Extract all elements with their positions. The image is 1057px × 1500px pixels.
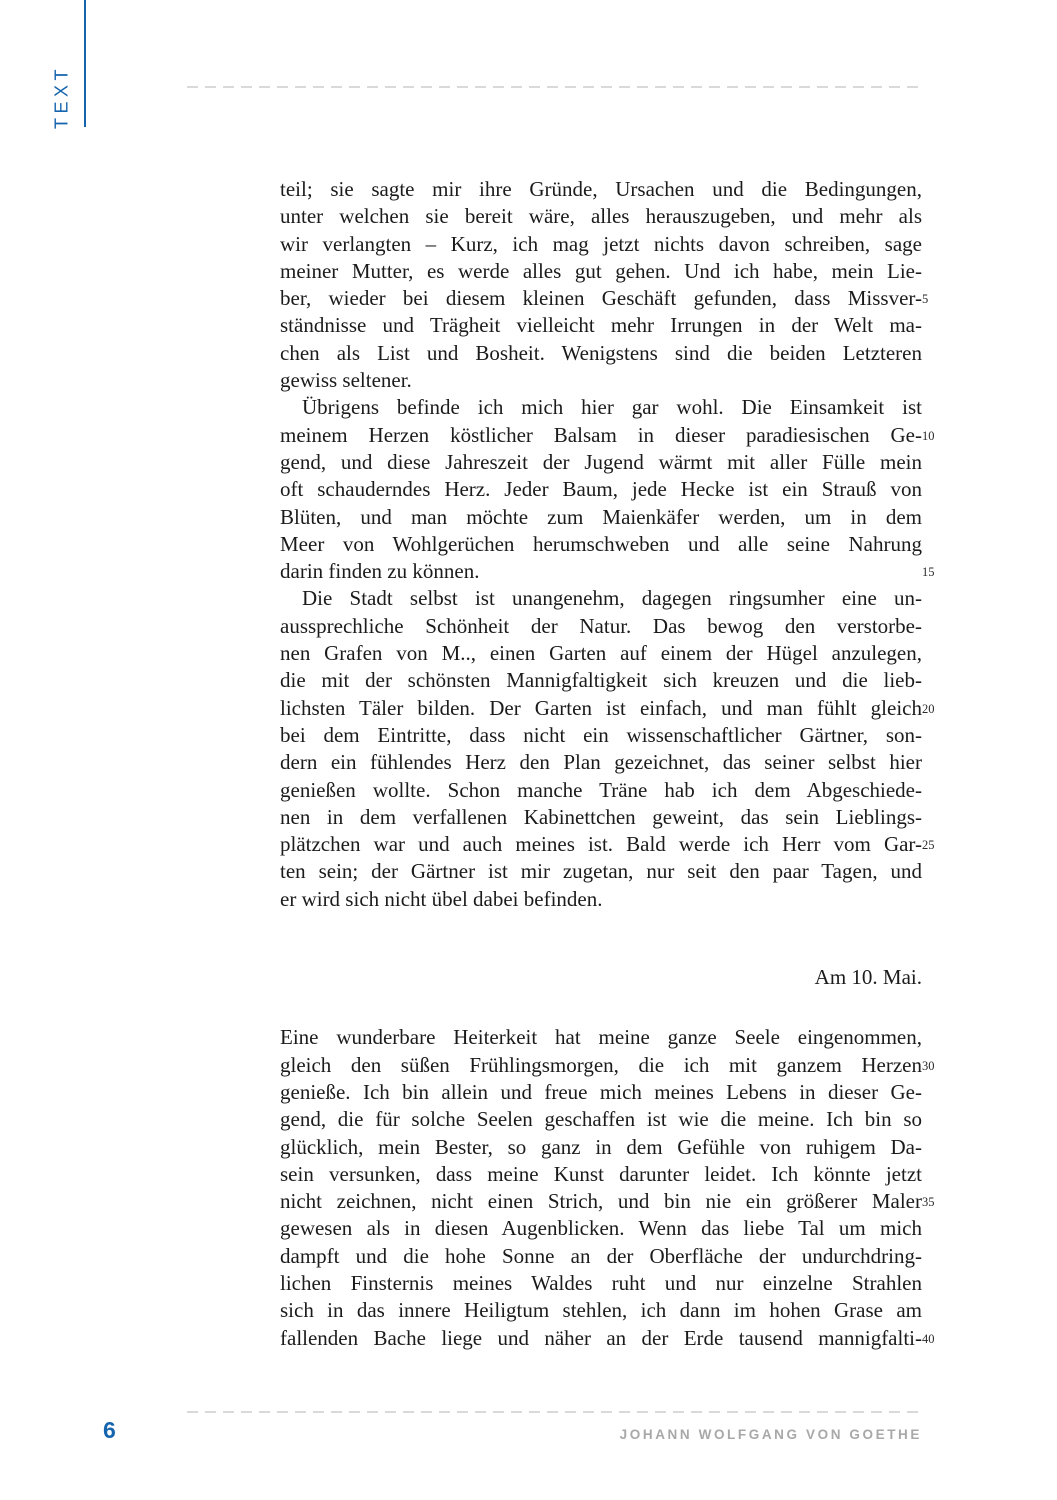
text-line (280, 367, 922, 394)
text-line (280, 667, 922, 694)
text-line-content: er wird sich nicht übel dabei befinden. (280, 886, 603, 911)
text-line-content: teil; sie sagte mir ihre Gründe, Ursachen und die Bedingungen, (280, 177, 922, 201)
text-line-content: dern ein fühlendes Herz den Plan gezeichnet, das seiner selbst hier (280, 750, 922, 775)
top-dashed-divider (187, 86, 923, 88)
text-line (280, 858, 922, 885)
text-line (280, 613, 922, 640)
text-line (280, 1270, 922, 1297)
text-line-content: meinem Herzen köstlicher Balsam in dieser paradiesischen Ge- (280, 422, 922, 447)
text-line-content: gend, die für solche Seelen geschaffen ist wie die meine. Ich bin so (280, 1107, 922, 1132)
text-line (280, 804, 922, 831)
text-line (280, 231, 922, 258)
text-line (280, 1188, 935, 1215)
text-line-content: lichen Finsternis meines Waldes ruht und nur einzelne Strahlen (280, 1270, 922, 1295)
footer-dashed-divider (187, 1411, 923, 1413)
text-line-content: Übrigens befinde ich mich hier gar wohl. Die Einsamkeit ist (302, 395, 922, 420)
text-line (280, 258, 922, 285)
text-line (280, 695, 935, 722)
text-line (280, 886, 922, 913)
text-line (280, 749, 922, 776)
text-line-content: Eine wunderbare Heiterkeit hat meine ganze Seele eingenommen, (280, 1025, 922, 1050)
text-line-content: nen Grafen von M.., einen Garten auf einem der Hügel anzulegen, (280, 641, 922, 666)
text-line (280, 722, 922, 749)
text-line-content: oft schauderndes Herz. Jeder Baum, jede Hecke ist ein Strauß von (280, 477, 922, 502)
text-line-content: genießen wollte. Schon manche Träne hab ich dem Abgeschiede- (280, 777, 922, 802)
text-line-content: nicht zeichnen, nicht einen Strich, und bin nie ein größerer Maler (280, 1189, 922, 1214)
text-line-content: sein versunken, dass meine Kunst darunter leidet. Ich könnte jetzt (280, 1161, 922, 1186)
side-label: TEXT (51, 64, 72, 130)
footer-author: JOHANN WOLFGANG VON GOETHE (619, 1427, 922, 1442)
text-line (280, 1134, 922, 1161)
text-line (280, 476, 922, 503)
chapter-rule (84, 0, 86, 127)
text-line (280, 1215, 922, 1242)
text-line (280, 1297, 922, 1324)
text-line-content: darin finden zu können. (280, 559, 480, 584)
text-line (280, 1106, 922, 1133)
text-line (280, 831, 935, 858)
text-line (280, 1024, 922, 1051)
text-line-content: ten sein; der Gärtner ist mir zugetan, nur seit den paar Tagen, und (280, 859, 922, 884)
text-line (280, 777, 922, 804)
body-text (280, 176, 935, 1352)
line-number: 30 (922, 1058, 935, 1073)
text-line-content: ber, wieder bei diesem kleinen Geschäft gefunden, dass Missver- (280, 286, 922, 311)
text-line-content: fallenden Bache liege und näher an der Erde tausend mannigfalti- (280, 1325, 922, 1350)
text-line (280, 422, 935, 449)
text-line (280, 640, 922, 667)
text-line (280, 312, 922, 339)
text-line (280, 203, 922, 230)
text-line-content: gend, und diese Jahreszeit der Jugend wärmt mit aller Fülle mein (280, 449, 922, 474)
text-line-content: glücklich, mein Bester, so ganz in dem Gefühle von ruhigem Da- (280, 1134, 922, 1159)
text-line (280, 504, 922, 531)
text-line-content: unter welchen sie bereit wäre, alles herauszugeben, und mehr als (280, 204, 922, 229)
text-line-content: wir verlangten – Kurz, ich mag jetzt nichts davon schreiben, sage (280, 231, 922, 256)
text-line (280, 558, 935, 585)
text-line (280, 585, 922, 612)
page-number: 6 (103, 1417, 116, 1443)
line-number: 35 (922, 1195, 935, 1210)
text-line-content: die mit der schönsten Mannigfaltigkeit sich kreuzen und die lieb- (280, 668, 922, 693)
text-line (280, 1243, 922, 1270)
section-gap (280, 991, 922, 1024)
text-line-content: ständnisse und Trägheit vielleicht mehr Irrungen in der Welt ma- (280, 313, 922, 338)
text-line (280, 394, 922, 421)
text-line-content: genieße. Ich bin allein und freue mich meines Lebens in dieser Ge- (280, 1079, 922, 1104)
text-line (280, 1161, 922, 1188)
text-line-content: bei dem Eintritte, dass nicht ein wissenschaftlicher Gärtner, son- (280, 722, 922, 747)
date-heading: Am 10. Mai. (814, 965, 922, 990)
text-line (280, 1052, 935, 1079)
text-line (280, 176, 922, 203)
line-number: 20 (922, 701, 935, 716)
line-number: 25 (922, 838, 935, 853)
line-number: 15 (922, 565, 935, 580)
text-line (280, 1325, 935, 1352)
text-line-content: lichsten Täler bilden. Der Garten ist einfach, und man fühlt gleich (280, 695, 922, 720)
text-line (280, 531, 922, 558)
text-line-content: meiner Mutter, es werde alles gut gehen. Und ich habe, mein Lie- (280, 258, 922, 283)
text-line (280, 340, 922, 367)
text-line-content: Blüten, und man möchte zum Maienkäfer werden, um in dem (280, 504, 922, 529)
line-number: 5 (922, 292, 929, 307)
text-line-content: dampft und die hohe Sonne an der Oberfläche der undurchdring- (280, 1243, 922, 1268)
text-line-content: sich in das innere Heiligtum stehlen, ich dann im hohen Grase am (280, 1298, 922, 1323)
line-number: 40 (922, 1331, 935, 1346)
text-line (280, 449, 922, 476)
text-line-content: gewesen als in diesen Augenblicken. Wenn das liebe Tal um mich (280, 1216, 922, 1241)
line-number: 10 (922, 428, 935, 443)
text-line-content: aussprechliche Schönheit der Natur. Das bewog den verstorbe- (280, 613, 922, 638)
text-line-content: chen als List und Bosheit. Wenigstens sind die beiden Letzteren (280, 340, 922, 365)
text-line-content: Die Stadt selbst ist unangenehm, dagegen ringsumher eine un- (302, 586, 922, 611)
text-line-content: nen in dem verfallenen Kabinettchen geweint, das sein Lieblings- (280, 804, 922, 829)
text-line-content: gleich den süßen Frühlingsmorgen, die ich mit ganzem Herzen (280, 1052, 922, 1077)
text-line (280, 285, 929, 312)
text-line-content: gewiss seltener. (280, 368, 412, 393)
section-gap (280, 913, 922, 964)
text-line (280, 1079, 922, 1106)
text-line-content: plätzchen war und auch meines ist. Bald werde ich Herr vom Gar- (280, 832, 922, 857)
text-line-content: Meer von Wohlgerüchen herumschweben und alle seine Nahrung (280, 531, 922, 556)
